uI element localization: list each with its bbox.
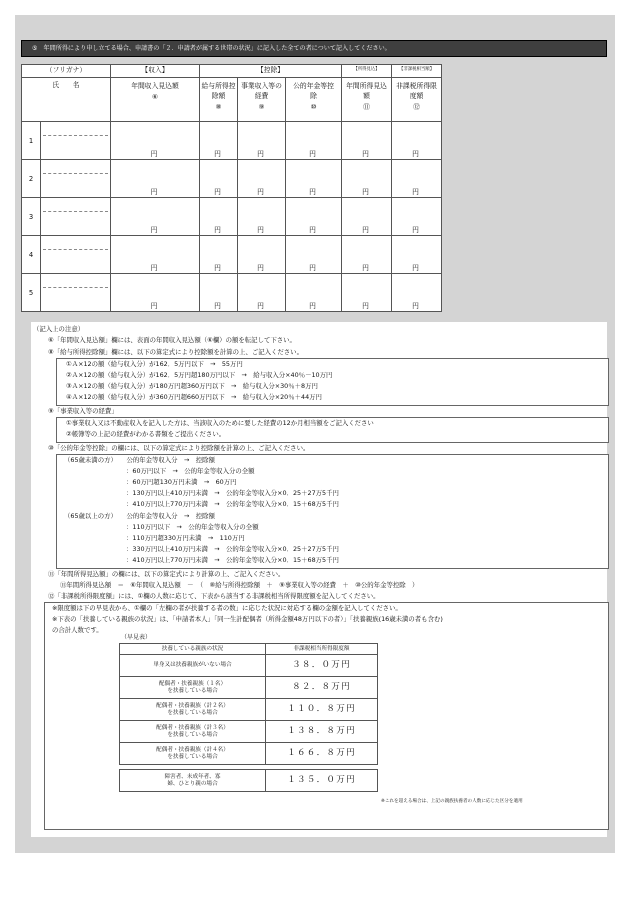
pension-deduction-cell[interactable]: 円 [286,160,342,198]
note-10-under65-item: ：130万円以上410万円未満 → 公的年金等収入分×0．25＋27万5千円 [126,489,339,497]
note-9-item: ①事業収入又は不動産収入を記入した方は、当該収入のために要した経費の12か月相当額をご記入ください [66,419,374,427]
income-cell[interactable]: 円 [111,198,200,236]
income-cell[interactable]: 円 [111,160,200,198]
name-input-cell[interactable] [41,122,111,160]
estimated-income-cell[interactable]: 円 [342,160,392,198]
row-number: 2 [22,160,41,198]
note-8-item: ①Ａ×12の額（給与収入分）が162．5万円以下 → 55万円 [66,360,243,368]
hayami-status: 配偶者・扶養親族（計４名）を扶養している場合 [120,743,266,765]
note-10-under65-item: ：410万円以上770万円未満 → 公的年金等収入分×0．15＋68万5千円 [126,500,339,508]
col-header-11: 年間所得見込額 ⑪ [342,78,392,122]
row-number: 1 [22,122,41,160]
category-estimate: 【所得見込】 [342,65,392,78]
note-10: ⑩「公的年金等控除」の欄には、以下の算定式により控除額を計算の上、ご記入ください。 [48,444,310,452]
nontax-limit-cell[interactable]: 円 [392,198,442,236]
row-number: 3 [22,198,41,236]
note-9: ⑨「事業収入等の経費」 [48,407,118,415]
category-nontax: 【非課税相当額】 [392,65,442,78]
income-cell[interactable]: 円 [111,236,200,274]
furigana-label: （フリガナ） [22,65,111,78]
hayami-status: 単身又は扶養親族がいない場合 [120,655,266,677]
name-input-cell[interactable] [41,274,111,312]
note-10-over65-item: ：410万円以上770万円未満 → 公的年金等収入分×0．15＋68万5千円 [126,556,339,564]
note-9-item: ②帳簿等の上記の経費がわかる書類をご提出ください。 [66,430,226,438]
salary-deduction-cell[interactable]: 円 [200,274,238,312]
estimated-income-cell[interactable]: 円 [342,236,392,274]
hayami-limit: １６６．８万円 [266,743,378,765]
salary-deduction-cell[interactable]: 円 [200,236,238,274]
table-row [120,721,378,743]
name-input-cell[interactable] [41,160,111,198]
nontax-limit-cell[interactable]: 円 [392,236,442,274]
note-10-under65-item: ：60万円以下 → 公的年金等収入分の全額 [126,467,255,475]
pension-deduction-cell[interactable]: 円 [286,122,342,160]
nontax-limit-cell[interactable]: 円 [392,160,442,198]
hayami-header-limit: 非課税相当所得限度額 [266,644,378,655]
category-income: 【収入】 [111,65,200,78]
note-10-over65-item: ：330万円以上410万円未満 → 公的年金等収入分×0．25＋27万5千円 [126,545,339,553]
note-12-c: の合計人数です。 [52,626,103,634]
table-row [22,274,442,312]
row-number: 5 [22,274,41,312]
estimated-income-cell[interactable]: 円 [342,198,392,236]
hayami-status: 配偶者・扶養親族（１名）を扶養している場合 [120,677,266,699]
col-header-9: 事業収入等の経費 ⑨ [238,78,286,122]
hayami-footnote: ※これを超える場合は、上記の親族扶養者の人数に応じた区分を適用 [381,799,523,804]
name-label: 氏 名 [52,81,80,89]
col-header-12: 非課税所得限度額 ⑫ [392,78,442,122]
section-header: ⑤ 年間所得により申し立てる場合、申請書の「２．申請者が属する世帯の状況」に記入した全ての者について記入してください。 [21,40,607,57]
income-cell[interactable]: 円 [111,274,200,312]
category-deduction: 【控除】 [200,65,342,78]
table-row [120,677,378,699]
business-expense-cell[interactable]: 円 [238,274,286,312]
note-8-item: ④Ａ×12の額（給与収入分）が360万円超660万円以下 → 給与収入分×20％＋44万円 [66,393,322,401]
nontax-limit-cell[interactable]: 円 [392,274,442,312]
name-input-cell[interactable] [41,198,111,236]
note-11-formula: ⑪年間所得見込額 ＝ ⑥年間収入見込額 － （ ⑧給与所得控除額 ＋ ⑨事業収入等の経費 ＋ ⑩公的年金等控除 ） [60,581,419,589]
col-header-10: 公的年金等控除 ⑩ [286,78,342,122]
pension-deduction-cell[interactable]: 円 [286,198,342,236]
hayami-limit: ３８．０万円 [266,655,378,677]
table-row [22,236,442,274]
income-cell[interactable]: 円 [111,122,200,160]
table-row [22,122,442,160]
hayami-limit: １３８．８万円 [266,721,378,743]
salary-deduction-cell[interactable]: 円 [200,122,238,160]
hayami-status: 配偶者・扶養親族（計３名）を扶養している場合 [120,721,266,743]
note-10-under65: （65歳未満の方） 公的年金等収入分 → 控除額 [64,456,215,464]
estimated-income-cell[interactable]: 円 [342,274,392,312]
income-table [21,64,442,312]
note-10-over65-item: ：110万円超330万円未満 → 110万円 [126,534,245,542]
hayami-limit: １１０．８万円 [266,699,378,721]
table-row [120,655,378,677]
pension-deduction-cell[interactable]: 円 [286,274,342,312]
note-11: ⑪「年間所得見込額」の欄には、以下の算定式により計算の上、ご記入ください。 [48,570,285,578]
business-expense-cell[interactable]: 円 [238,236,286,274]
nontax-limit-cell[interactable]: 円 [392,122,442,160]
col-header-6: 年間収入見込額 ⑥ [111,78,200,122]
pension-deduction-cell[interactable]: 円 [286,236,342,274]
note-8-item: ③Ａ×12の額（給与収入分）が180万円超360万円以下 → 給与収入分×30％＋8万円 [66,382,318,390]
note-8: ⑧「給与所得控除額」欄には、以下の算定式により控除額を計算の上、ご記入ください。 [48,348,303,356]
business-expense-cell[interactable]: 円 [238,198,286,236]
note-10-under65-item: ：60万円超130万円未満 → 60万円 [126,478,237,486]
note-12-b: ※下表の「扶養している親族の状況」は、「申請者本人」「同一生計配偶者（所得金額48万円以下の者）」「扶養親族(16歳未満の者も含む) [52,615,443,623]
note-12: ⑫「非課税所得限度額」には、①欄の人数に応じて、下表から該当する非課税相当所得限度額を記入してください。 [48,592,380,600]
row-number: 4 [22,236,41,274]
name-input-cell[interactable] [41,236,111,274]
note-8-item: ②Ａ×12の額（給与収入分）が162．5万円超180万円以下 → 給与収入分×40％－10万円 [66,371,333,379]
estimated-income-cell[interactable]: 円 [342,122,392,160]
hayami-limit: ８２．８万円 [266,677,378,699]
note-10-over65: （65歳以上の方） 公的年金等収入分 → 控除額 [64,512,215,520]
hayami-limit-special: １３５．０万円 [266,770,378,792]
salary-deduction-cell[interactable]: 円 [200,198,238,236]
salary-deduction-cell[interactable]: 円 [200,160,238,198]
notes-heading: （記入上の注意） [33,325,85,333]
note-12-a: ※限度額は下の早見表から、①欄の「左欄の者が扶養する者の数」に応じた状況に対応する欄の金額を記入してください。 [52,604,402,612]
note-6: ⑥「年間収入見込額」欄には、表面の年間収入見込額（⑥欄）の額を転記して下さい。 [48,336,296,344]
table-row [120,699,378,721]
hayami-table [119,643,378,792]
business-expense-cell[interactable]: 円 [238,160,286,198]
name-header [22,78,111,122]
table-row [22,160,442,198]
hayami-status-special: 障害者、未成年者、寡婦、ひとり親の場合 [120,770,266,792]
hayami-title: （早見表） [121,634,152,641]
table-row [120,770,378,792]
hayami-header-status: 扶養している親族の状況 [120,644,266,655]
col-header-8: 給与所得控除額 ⑧ [200,78,238,122]
table-row [120,743,378,765]
table-row [22,198,442,236]
hayami-status: 配偶者・扶養親族（計２名）を扶養している場合 [120,699,266,721]
business-expense-cell[interactable]: 円 [238,122,286,160]
note-10-over65-item: ：110万円以下 → 公的年金等収入分の全額 [126,523,259,531]
